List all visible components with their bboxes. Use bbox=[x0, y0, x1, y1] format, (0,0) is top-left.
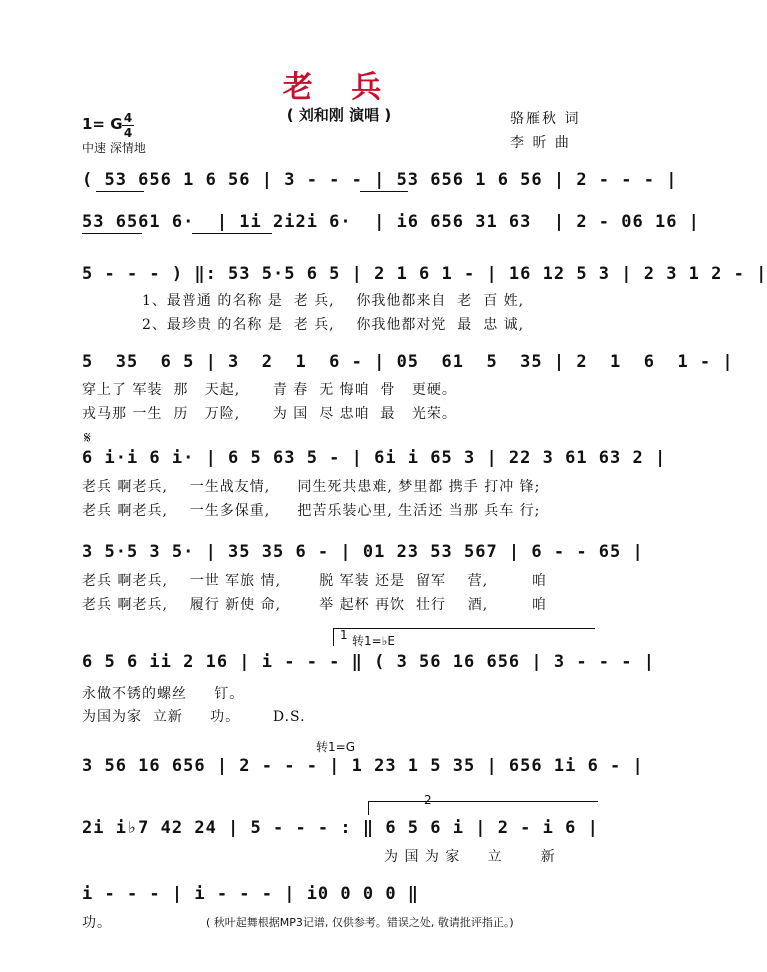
singer-credit: ( 刘和刚 演唱 ) bbox=[286, 106, 392, 124]
volta-2-bracket bbox=[368, 801, 598, 802]
composer-credit: 李 昕 曲 bbox=[510, 135, 571, 151]
lyricist-credit: 骆雁秋 词 bbox=[510, 111, 581, 127]
system-7-lyric-verse-2: 为国为家 立新 功。 D.S. bbox=[82, 709, 306, 725]
system-4-notes: 5 35 6 5 | 3 2 1 6 - | 05 61 5 35 | 2 1 6 1 - | bbox=[82, 352, 734, 372]
system-10-notes: i - - - | i - - - | i0 0 0 0 ‖ bbox=[82, 884, 420, 904]
system-7-notes: 6 5 6 ii 2 16 | i - - - ‖ ( 3 56 16 656 | 3 - - - | bbox=[82, 652, 655, 672]
system-6-notes: 3 5·5 3 5· | 35 35 6 - | 01 23 53 567 | 6 - - 65 | bbox=[82, 542, 644, 562]
time-signature bbox=[122, 112, 134, 139]
system-5-lyric-verse-1: 老兵 啊老兵, 一生战友情, 同生死共患难, 梦里都 携手 打冲 锋; bbox=[82, 479, 541, 495]
system-1-notes: ( 53 656 1 6 56 | 3 - - - | 53 656 1 6 56 | 2 - - - | bbox=[82, 170, 678, 190]
volta-1-bracket bbox=[333, 628, 595, 629]
volta-2-bracket-left bbox=[368, 801, 369, 815]
beam bbox=[82, 233, 142, 234]
volta-1-bracket-left bbox=[333, 628, 334, 646]
song-title: 老 兵 bbox=[282, 70, 396, 105]
system-4-lyric-verse-1: 穿上了 军装 那 天起, 青 春 无 悔咱 骨 更硬。 bbox=[82, 382, 457, 398]
system-5-lyric-verse-2: 老兵 啊老兵, 一生多保重, 把苦乐装心里, 生活还 当那 兵车 行; bbox=[82, 503, 541, 519]
transcriber-note: ( 秋叶起舞根据MP3记谱, 仅供参考。错误之处, 敬请批评指正。) bbox=[206, 916, 514, 929]
tempo-marking: 中速 深情地 bbox=[82, 141, 146, 155]
system-4-lyric-verse-2: 戎马那 一生 历 万险, 为 国 尽 忠咱 最 光荣。 bbox=[82, 406, 457, 422]
system-6-lyric-verse-1: 老兵 啊老兵, 一世 军旅 情, 脱 军装 还是 留军 营, 咱 bbox=[82, 573, 547, 589]
system-9-notes: 2i i♭7 42 24 | 5 - - - : ‖ 6 5 6 i | 2 - i 6 | bbox=[82, 818, 599, 838]
system-3-lyric-verse-2: 2、最珍贵 的名称 是 老 兵, 你我他都对党 最 忠 诚, bbox=[142, 317, 525, 333]
modulation-e-flat: 转1=♭E bbox=[352, 634, 395, 648]
system-6-lyric-verse-2: 老兵 啊老兵, 履行 新使 命, 举 起杯 再饮 壮行 酒, 咱 bbox=[82, 597, 547, 613]
system-3-lyric-verse-1: 1、最普通 的名称 是 老 兵, 你我他都来自 老 百 姓, bbox=[142, 293, 525, 309]
segno-sign: 𝄋 bbox=[84, 428, 91, 447]
beam bbox=[192, 233, 272, 234]
system-7-lyric-verse-1: 永做不锈的螺丝 钉。 bbox=[82, 686, 245, 702]
key-signature: 1= G bbox=[82, 115, 123, 133]
system-10-lyric: 功。 bbox=[82, 915, 112, 931]
system-5-notes: 6 i·i 6 i· | 6 5 63 5 - | 6i i 65 3 | 22 3 61 63 2 | bbox=[82, 448, 667, 468]
volta-2-label: 2 bbox=[424, 793, 432, 807]
system-3-notes: 5 - - - ) ‖: 53 5·5 6 5 | 2 1 6 1 - | 16 12 5 3 | 2 3 1 2 - | bbox=[82, 264, 767, 284]
beam bbox=[360, 191, 408, 192]
modulation-g: 转1=G bbox=[316, 740, 355, 754]
time-signature-top: 4 bbox=[123, 111, 133, 125]
volta-1-label: 1 bbox=[340, 628, 348, 642]
system-8-notes: 3 56 16 656 | 2 - - - | 1 23 1 5 35 | 656 1i 6 - | bbox=[82, 756, 644, 776]
time-signature-bottom: 4 bbox=[123, 126, 133, 140]
beam bbox=[96, 191, 144, 192]
system-9-lyric: 为 国 为 家 立 新 bbox=[384, 849, 556, 865]
system-2-notes: 53 6561 6· | 1i 2i2i 6· | i6 656 31 63 | 2 - 06 16 | bbox=[82, 212, 700, 232]
